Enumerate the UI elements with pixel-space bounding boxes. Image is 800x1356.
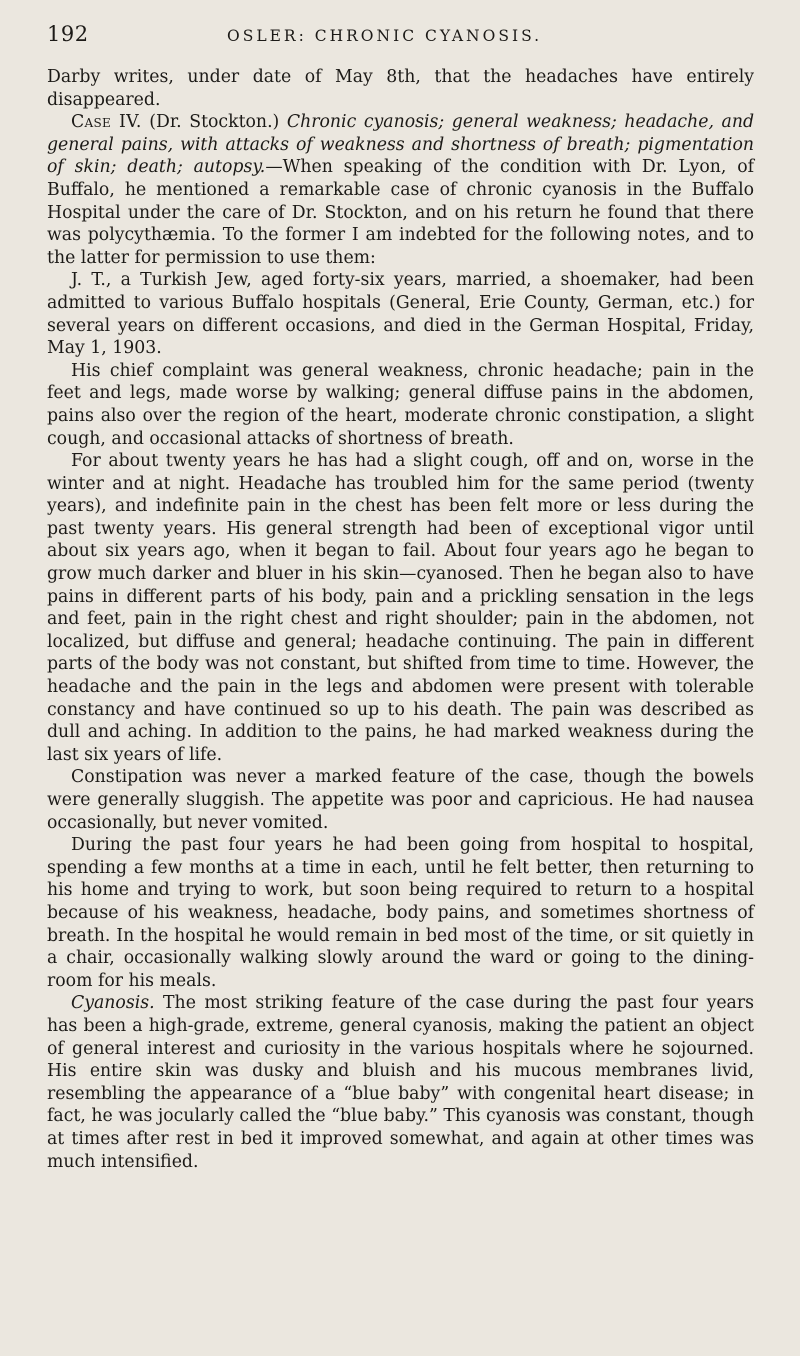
case-heading-paragraph [47,111,754,269]
paragraph-text: The most striking feature of the case during the past four years has been a high-grade, extreme, general cyanosis, making the patient an object of general interest and curiosity in the various hospitals where he sojourned. His entire skin was dusky and bluish and his mucous membranes livid, resembling the appearance of a “blue baby” with congenital heart disease; in fact, he was jocularly called the “blue baby.” This cyanosis was constant, though at times after rest in bed it improved somewhat, and again at other times was much intensified. [47,993,754,1172]
page-header [47,22,754,62]
paragraph [47,269,754,359]
page-number: 192 [47,22,89,46]
paragraph-text: During the past four years he had been going from hospital to hospital, spending a few months at a time in each, until he felt better, then returning to his home and trying to work, but soon being required to return to a hospital because of his weakness, headache, body pains, and sometimes shortness of breath. In the hospital he would remain in bed most of the time, or sit quietly in a chair, occasionally walking slowly around the ward or going to the dining-room for his meals. [47,835,754,991]
paragraph [47,66,754,111]
paragraph [47,360,754,450]
body-text [47,66,754,1173]
case-label: Case IV. [71,112,142,133]
paragraph-text: —When speaking of the condition with Dr. Lyon, of Buffalo, he mentioned a remarkable case of chronic cyanosis in the Buffalo Hospital under the care of Dr. Stockton, and on his return he found that there was polycythæmia. To the former I am indebted for the following notes, and to the latter for permission to use them: [47,157,754,268]
paragraph-text: Darby writes, under date of May 8th, that the headaches have entirely disappeared. [47,67,754,110]
cyanosis-paragraph [47,992,754,1173]
paragraph-text: For about twenty years he has had a slight cough, off and on, worse in the winter and at night. Headache has troubled him for the same period (twenty years), and indefinite pain in the chest has been felt more or less during the past twenty years. His general strength had been of exceptional vigor until about six years ago, when it began to fail. About four years ago he began to grow much darker and bluer in his skin—cyanosed. Then he began also to have pains in different parts of his body, pain and a prickling sensation in the legs and feet, pain in the right chest and right shoulder; pain in the abdomen, not localized, but diffuse and general; headache continuing. The pain in different parts of the body was not constant, but shifted from time to time. However, the headache and the pain in the legs and abdomen were present with tolerable constancy and have continued so up to his death. The pain was described as dull and aching. In addition to the pains, he had marked weakness during the last six years of life. [47,451,754,765]
paragraph-text: His chief complaint was general weakness, chronic headache; pain in the feet and legs, made worse by walking; general diffuse pains in the abdomen, pains also over the region of the heart, moderate chronic constipation, a slight cough, and occasional attacks of shortness of breath. [47,360,754,449]
case-summary: Chronic cyanosis; general weakness; headache, and general pains, with attacks of weakness and shortness of breath; pigmentation of skin; death; autopsy. [47,112,755,178]
paragraph [47,450,754,766]
paragraph [47,766,754,834]
section-lead: Cyanosis. [71,993,155,1014]
paragraph-text: J. T., a Turkish Jew, aged forty-six years, married, a shoemaker, had been admitted to various Buffalo hospitals (General, Erie County, German, etc.) for several years on different occasions, and died in the German Hospital, Friday, May 1, 1903. [47,270,754,359]
paragraph [47,834,754,992]
paragraph-text: Constipation was never a marked feature of the case, though the bowels were generally sluggish. The appetite was poor and capricious. He had nausea occasionally, but never vomited. [47,767,754,833]
case-doctor: (Dr. Stockton.) [149,112,280,133]
running-head: OSLER: CHRONIC CYANOSIS. [227,27,543,45]
